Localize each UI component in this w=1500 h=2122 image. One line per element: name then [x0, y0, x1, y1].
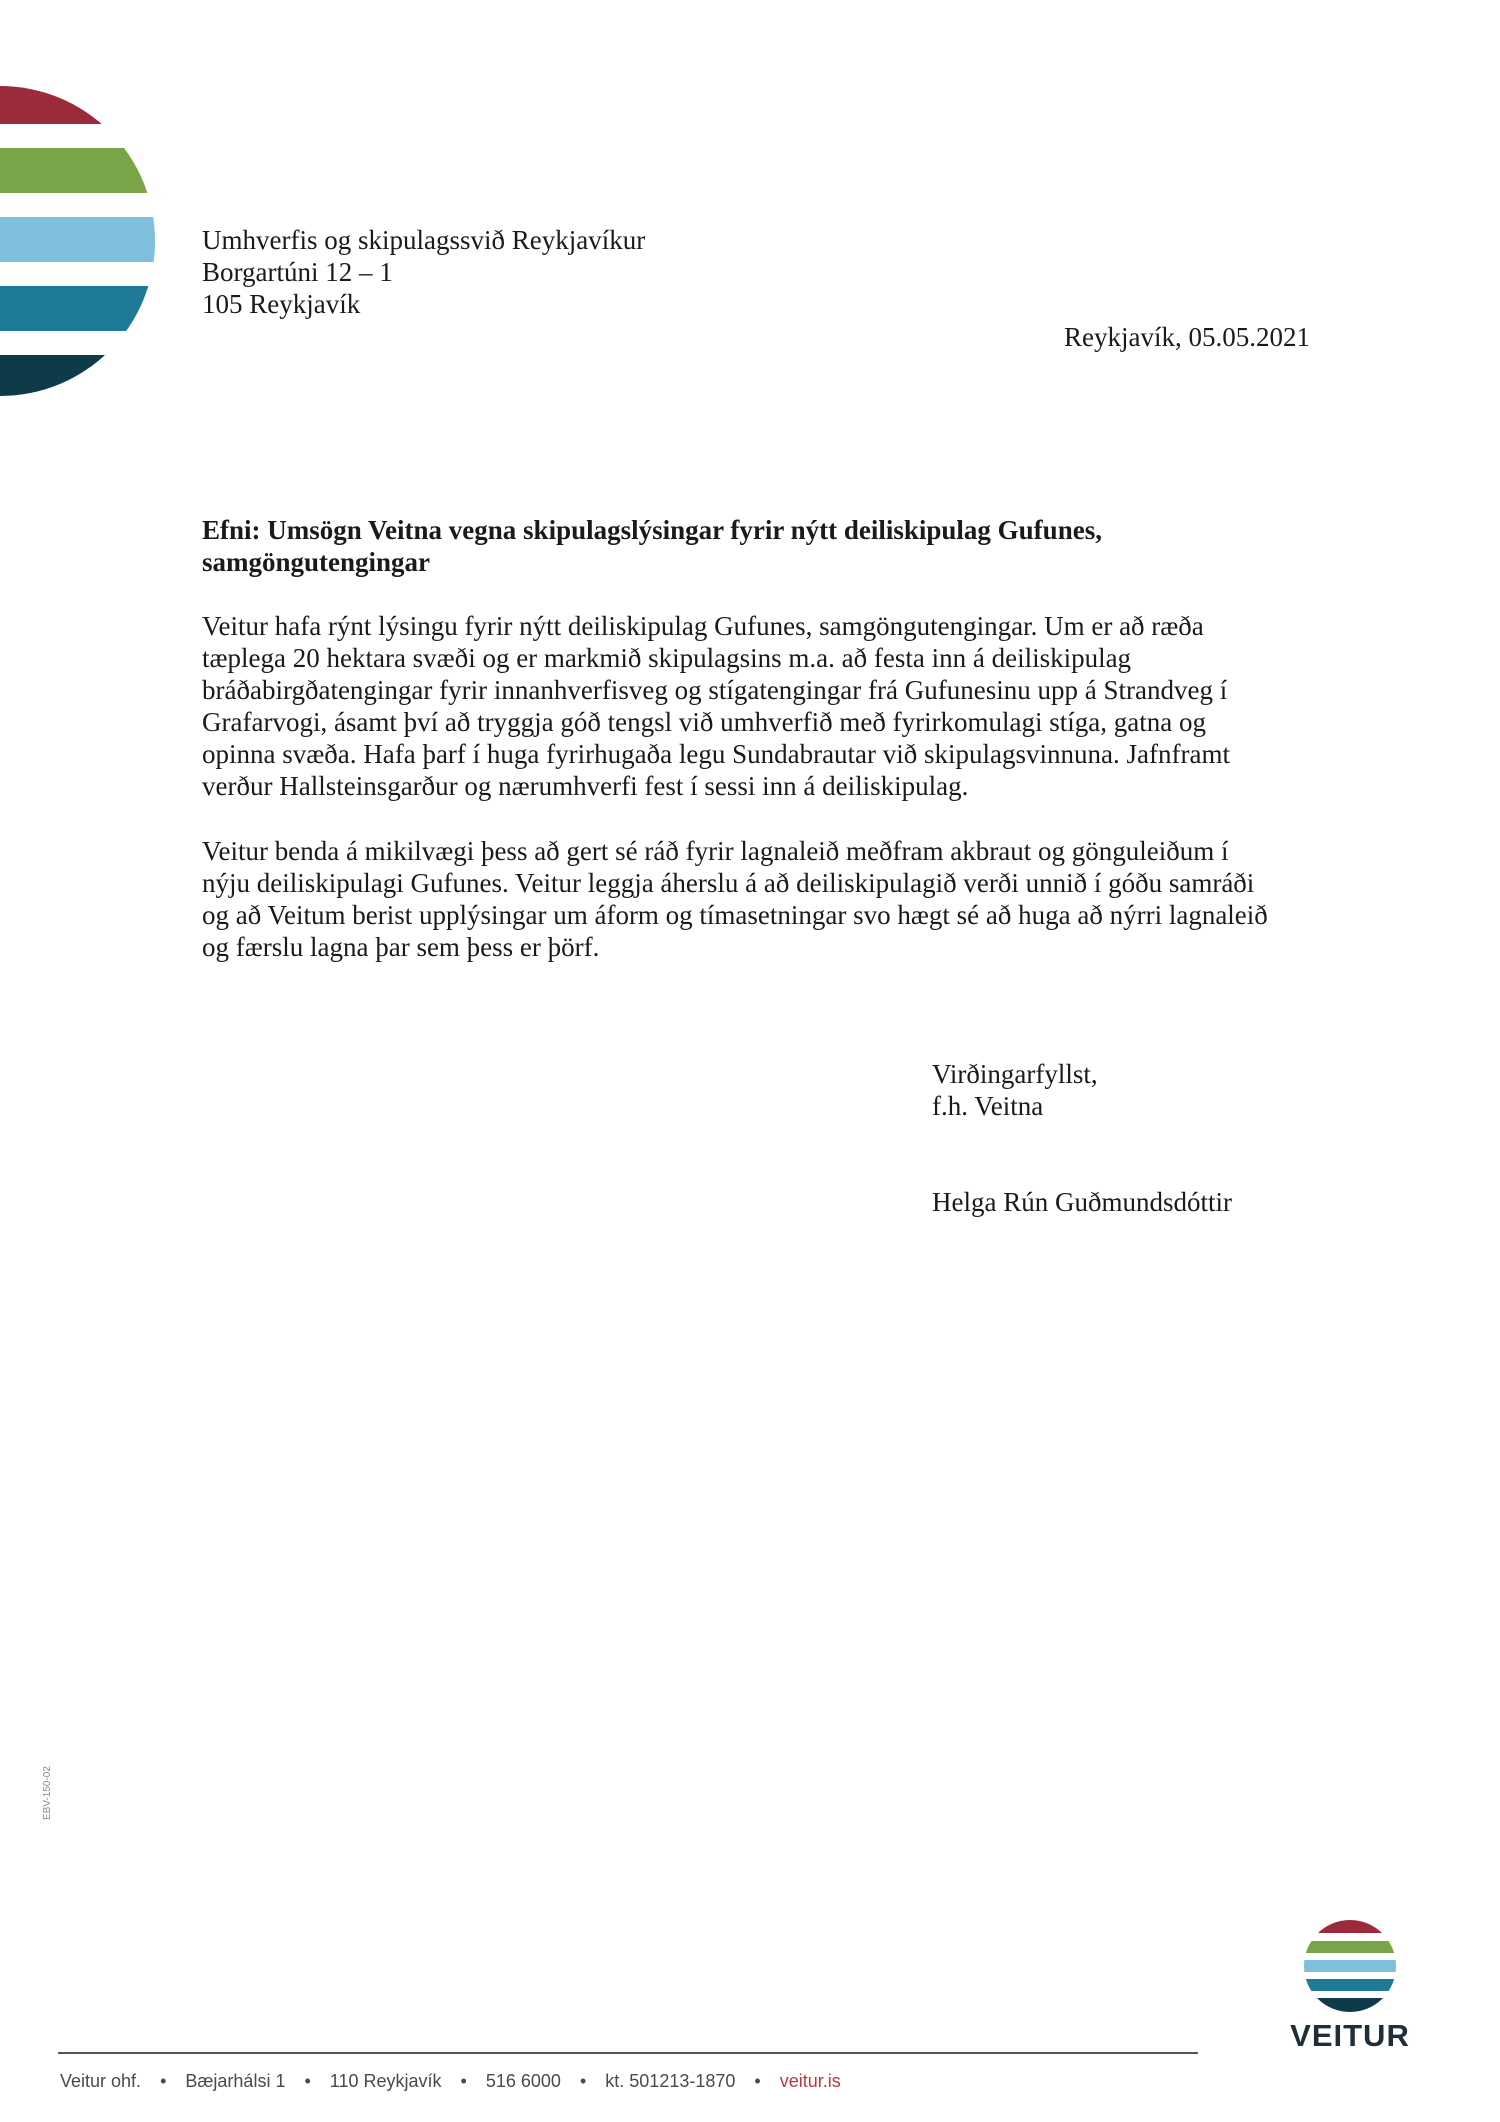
- footer-kennitala: kt. 501213-1870: [605, 2071, 736, 2091]
- logo-stripe-green: [1304, 1941, 1396, 1953]
- veitur-logo-circle-icon: [1304, 1920, 1396, 2012]
- brand-wordmark: VEITUR: [1290, 2018, 1410, 2053]
- footer-phone: 516 6000: [485, 2071, 561, 2091]
- addressee-organization: Umhverfis og skipulagssvið Reykjavíkur: [202, 225, 646, 255]
- closing-block: [932, 1058, 1098, 1122]
- logo-stripe-teal: [1304, 1979, 1396, 1991]
- paragraph-line: og að Veitum berist upplýsingar um áform og tímasetningar svo hægt sé að huga að nýrri lagnaleið: [202, 900, 1268, 930]
- logo-stripe-light-blue: [0, 217, 175, 262]
- addressee-block: [202, 224, 645, 320]
- letter-date: Reykjavík, 05.05.2021: [1064, 322, 1310, 352]
- veitur-logo-stripes-icon: [0, 86, 175, 396]
- footer-separator: •: [460, 2071, 467, 2091]
- footer-city: 110 Reykjavík: [329, 2071, 442, 2091]
- veitur-footer-logo: [1280, 1920, 1420, 2054]
- paragraph-line: nýju deiliskipulagi Gufunes. Veitur leggja áherslu á að deiliskipulagið verði unnið í góðu samráði: [202, 868, 1255, 898]
- footer-separator: •: [754, 2071, 761, 2091]
- paragraph-line: opinna svæða. Hafa þarf í huga fyrirhugaða legu Sundabrautar við skipulagsvinnuna. Jafnframt: [202, 739, 1230, 769]
- closing-on-behalf: f.h. Veitna: [932, 1091, 1044, 1121]
- footer-divider: [58, 2052, 1198, 2054]
- footer-website-link[interactable]: veitur.is: [779, 2071, 841, 2091]
- subject-line-2: samgöngutengingar: [202, 547, 431, 577]
- paragraph-line: og færslu lagna þar sem þess er þörf.: [202, 932, 600, 962]
- logo-stripe-teal: [0, 286, 175, 331]
- logo-stripe-dark: [0, 355, 175, 396]
- paragraph-line: verður Hallsteinsgarður og nærumhverfi fest í sessi inn á deiliskipulag.: [202, 771, 969, 801]
- footer-contact: [60, 2071, 841, 2092]
- signer-name: Helga Rún Guðmundsdóttir: [932, 1187, 1232, 1217]
- paragraph-line: tæplega 20 hektara svæði og er markmið skipulagsins m.a. að festa inn á deiliskipulag: [202, 643, 1132, 673]
- subject-line-1: Efni: Umsögn Veitna vegna skipulagslýsingar fyrir nýtt deiliskipulag Gufunes,: [202, 515, 1102, 545]
- logo-stripe-red: [0, 86, 175, 124]
- document-code: EBV-150-02: [42, 1766, 53, 1820]
- paragraph-line: Grafarvogi, ásamt því að tryggja góð tengsl við umhverfið með fyrirkomulagi stíga, gatna og: [202, 707, 1207, 737]
- logo-stripe-green: [0, 148, 175, 193]
- logo-stripe-dark: [1304, 1998, 1396, 2012]
- addressee-postal-city: 105 Reykjavík: [202, 289, 361, 319]
- closing-salutation: Virðingarfyllst,: [932, 1059, 1098, 1089]
- logo-stripe-light-blue: [1304, 1960, 1396, 1972]
- logo-stripe-red: [1304, 1920, 1396, 1933]
- letter-subject: [202, 514, 1202, 578]
- paragraph-line: Veitur benda á mikilvægi þess að gert sé ráð fyrir lagnaleið meðfram akbraut og gönguleiðum í: [202, 836, 1229, 866]
- addressee-street: Borgartúni 12 – 1: [202, 257, 393, 287]
- body-paragraph-2: [202, 835, 1312, 963]
- footer-separator: •: [160, 2071, 167, 2091]
- body-paragraph-1: [202, 610, 1312, 802]
- paragraph-line: bráðabirgðatengingar fyrir innanhverfisveg og stígatengingar frá Gufunesinu upp á Strandveg í: [202, 675, 1228, 705]
- footer-separator: •: [579, 2071, 587, 2091]
- footer-company: Veitur ohf.: [60, 2071, 142, 2091]
- paragraph-line: Veitur hafa rýnt lýsingu fyrir nýtt deiliskipulag Gufunes, samgöngutengingar. Um er að ræða: [202, 611, 1204, 641]
- footer-street: Bæjarhálsi 1: [185, 2071, 286, 2091]
- footer-separator: •: [304, 2071, 311, 2091]
